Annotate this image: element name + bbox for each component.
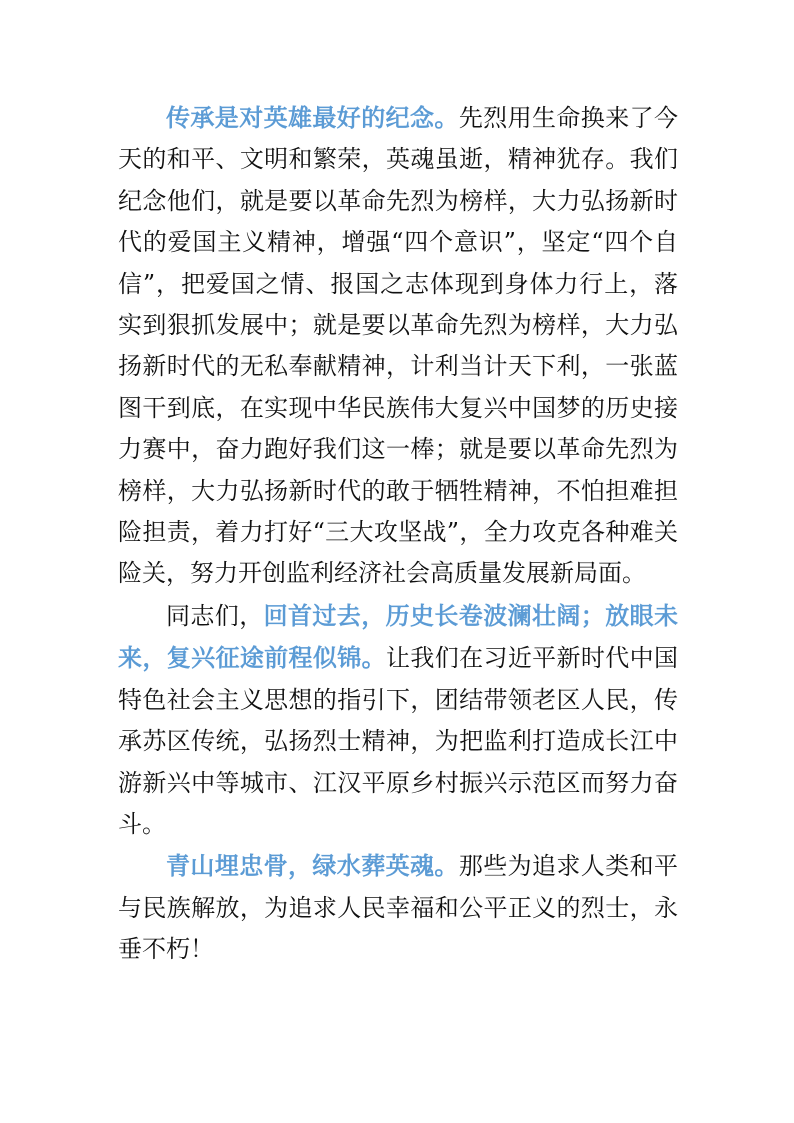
highlight-phrase: 回首过去，历史长卷波澜壮阔；放眼未来，复兴征途前程似锦。 [118,600,679,673]
paragraph-text: 让我们在习近平新时代中国特色社会主义思想的指引下，团结带领老区人民，传承苏区传统，弘扬烈士精神，为把监利打造成长江中游新兴中等城市、江汉平原乡村振兴示范区而努力奋斗。 [118,644,678,838]
paragraph-prefix: 同志们， [166,601,264,630]
paragraph-text: 那些为追求人类和平与民族解放，为追求人民幸福和公平正义的烈士，永垂不朽！ [118,852,679,964]
document-body [118,97,678,971]
paragraph-legacy [118,97,678,595]
paragraph-comrades [118,595,678,845]
paragraph-text: 先烈用生命换来了今天的和平、文明和繁荣，英魂虽逝，精神犹存。我们纪念他们，就是要以革命先烈为榜样，大力弘扬新时代的爱国主义精神，增强“四个意识”，坚定“四个自信”，把爱国之情、报国之志体现到身体力行上，落实到狠抓发展中；就是要以革命先烈为榜样，大力弘扬新时代的无私奉献精神，计利当计天下利，一张蓝图干到底，在实现中华民族伟大复兴中国梦的历史接力赛中，奋力跑好我们这一棒；就是要以革命先烈为榜样，大力弘扬新时代的敢于牺牲精神，不怕担难担险担责，着力打好“三大攻坚战”，全力攻克各种难关险关，努力开创监利经济社会高质量发展新局面。 [118,104,679,588]
highlight-phrase: 青山埋忠骨，绿水葬英魂。 [166,851,459,881]
highlight-phrase: 传承是对英雄最好的纪念。 [166,103,459,132]
paragraph-closing [118,845,678,970]
